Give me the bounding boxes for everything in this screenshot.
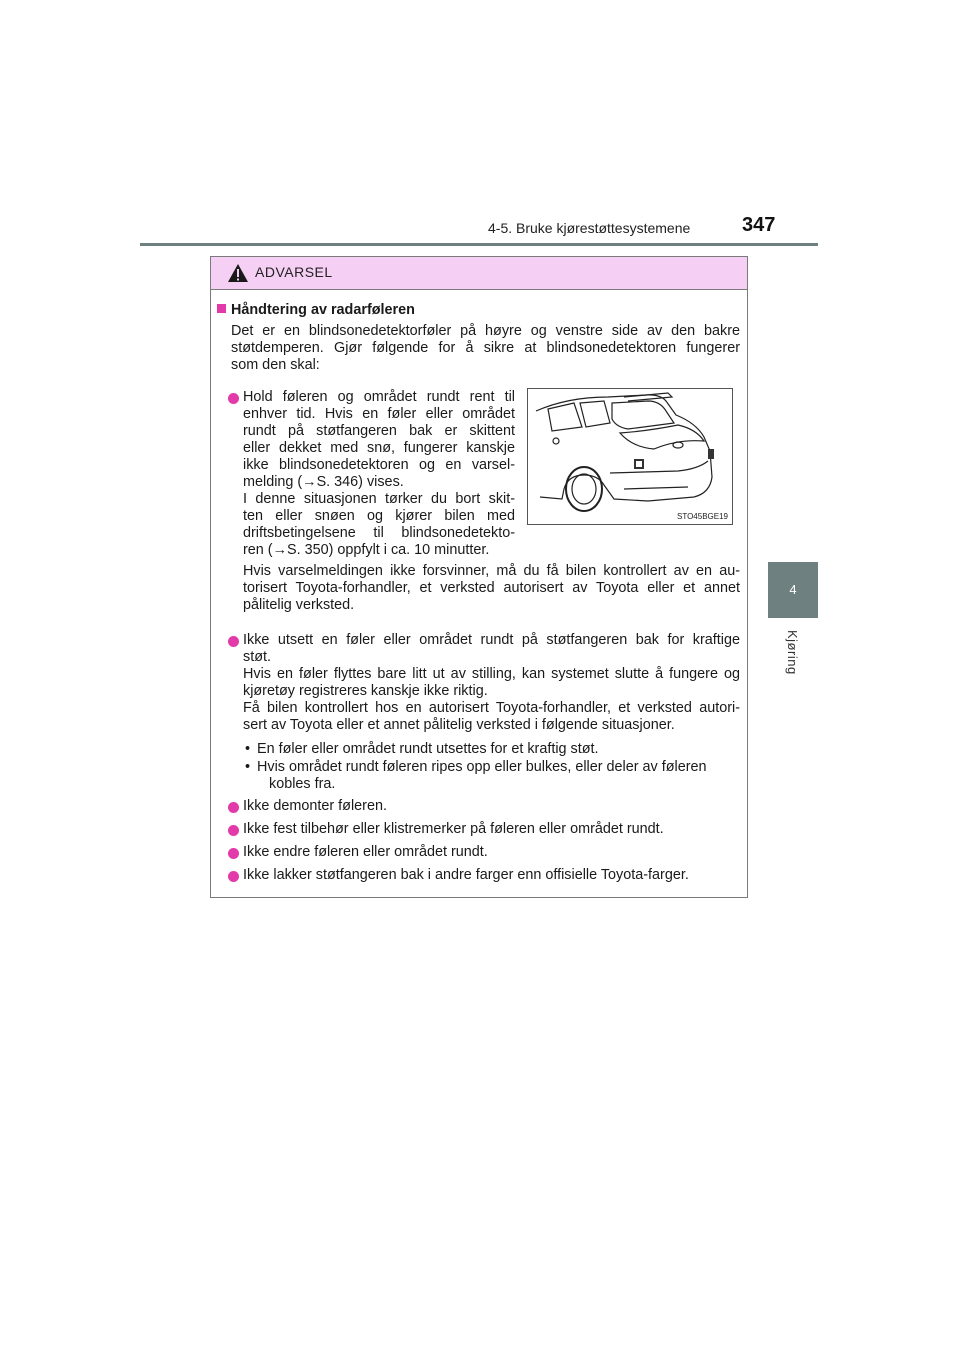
intro-line: som den skal: bbox=[231, 357, 320, 373]
bullet-dot-icon bbox=[228, 825, 239, 836]
warning-box bbox=[210, 256, 748, 898]
intro-line: støtdemperen. Gjør følgende for å sikre at blindsonedetektoren fungerer bbox=[231, 340, 740, 356]
figure-caption: STO45BGE19 bbox=[677, 512, 728, 521]
sub-bullet-icon: • bbox=[245, 741, 251, 757]
bullet-dot-icon bbox=[228, 802, 239, 813]
item2-line: støt. bbox=[243, 649, 271, 665]
item2-line: kjøretøy registreres kanskje ikke riktig. bbox=[243, 683, 488, 699]
item3-text: Ikke demonter føleren. bbox=[243, 798, 387, 814]
warning-triangle-icon bbox=[227, 263, 249, 283]
bullet-dot-icon bbox=[228, 636, 239, 647]
page-number: 347 bbox=[742, 214, 776, 236]
item5-text: Ikke endre føleren eller området rundt. bbox=[243, 844, 488, 860]
item1-line: enhver tid. Hvis en føler eller området bbox=[243, 406, 515, 422]
warning-title: ADVARSEL bbox=[255, 264, 333, 280]
item1-line: ten eller snøen og kjører bilen med bbox=[243, 508, 515, 524]
car-rear-illustration bbox=[527, 388, 733, 525]
bullet-dot-icon bbox=[228, 393, 239, 404]
warning-header bbox=[211, 257, 747, 290]
item1-cont-line: Hvis varselmeldingen ikke forsvinner, må du få bilen kontrollert av en au- bbox=[243, 563, 740, 579]
item2-line: Ikke utsett en føler eller området rundt på støtfangeren bak for kraftige bbox=[243, 632, 740, 648]
square-bullet-icon bbox=[217, 304, 226, 313]
item2-line: Hvis en føler flyttes bare litt ut av stilling, kan systemet slutte å fungere og bbox=[243, 666, 740, 682]
item6-text: Ikke lakker støtfangeren bak i andre farger enn offisielle Toyota-farger. bbox=[243, 867, 689, 883]
item1-cont-line: pålitelig verksted. bbox=[243, 597, 355, 613]
warning-content bbox=[211, 289, 747, 897]
item1-line: ikke blindsonedetektoren og en varsel- bbox=[243, 457, 515, 473]
sub-bullet-icon: • bbox=[245, 759, 251, 775]
item2-line: sert av Toyota eller et annet pålitelig verksted i følgende situasjoner. bbox=[243, 717, 675, 733]
heading-text: Håndtering av radarføleren bbox=[231, 302, 415, 318]
item2-line: Få bilen kontrollert hos en autorisert Toyota-forhandler, et verksted autori- bbox=[243, 700, 740, 716]
chapter-label: Kjøring bbox=[785, 630, 800, 675]
sub-bullet-text: Hvis området rundt føleren ripes opp eller bulkes, eller deler av føleren bbox=[257, 759, 707, 775]
car-rear-sensor-image bbox=[528, 389, 732, 524]
item1-line: rundt på støtfangeren bak er skittent bbox=[243, 423, 515, 439]
item4-text: Ikke fest tilbehør eller klistremerker på føleren eller området rundt. bbox=[243, 821, 664, 837]
item1-cont-line: torisert Toyota-forhandler, et verksted autorisert av Toyota eller et annet bbox=[243, 580, 740, 596]
sub-bullet-text: En føler eller området rundt utsettes for et kraftig støt. bbox=[257, 741, 599, 757]
bullet-dot-icon bbox=[228, 848, 239, 859]
chapter-tab: 4 bbox=[768, 562, 818, 618]
item1-line: Hold føleren og området rundt rent til bbox=[243, 389, 515, 405]
section-title: 4-5. Bruke kjørestøttesystemene bbox=[488, 220, 691, 236]
item1-line: melding (→S. 346) vises. bbox=[243, 474, 404, 490]
section-heading bbox=[217, 302, 415, 319]
item1-line: ren (→S. 350) oppfylt i ca. 10 minutter. bbox=[243, 542, 490, 558]
bullet-dot-icon bbox=[228, 871, 239, 882]
header-divider bbox=[140, 243, 818, 246]
sub-bullet-text: kobles fra. bbox=[269, 776, 336, 792]
item1-line: I denne situasjonen tørker du bort skit- bbox=[243, 491, 515, 507]
intro-line: Det er en blindsonedetektorføler på høyre og venstre side av den bakre bbox=[231, 323, 740, 339]
item1-line: eller dekket med snø, fungerer kanskje bbox=[243, 440, 515, 456]
item1-line: driftsbetingelsene til blindsonedetekto- bbox=[243, 525, 515, 541]
